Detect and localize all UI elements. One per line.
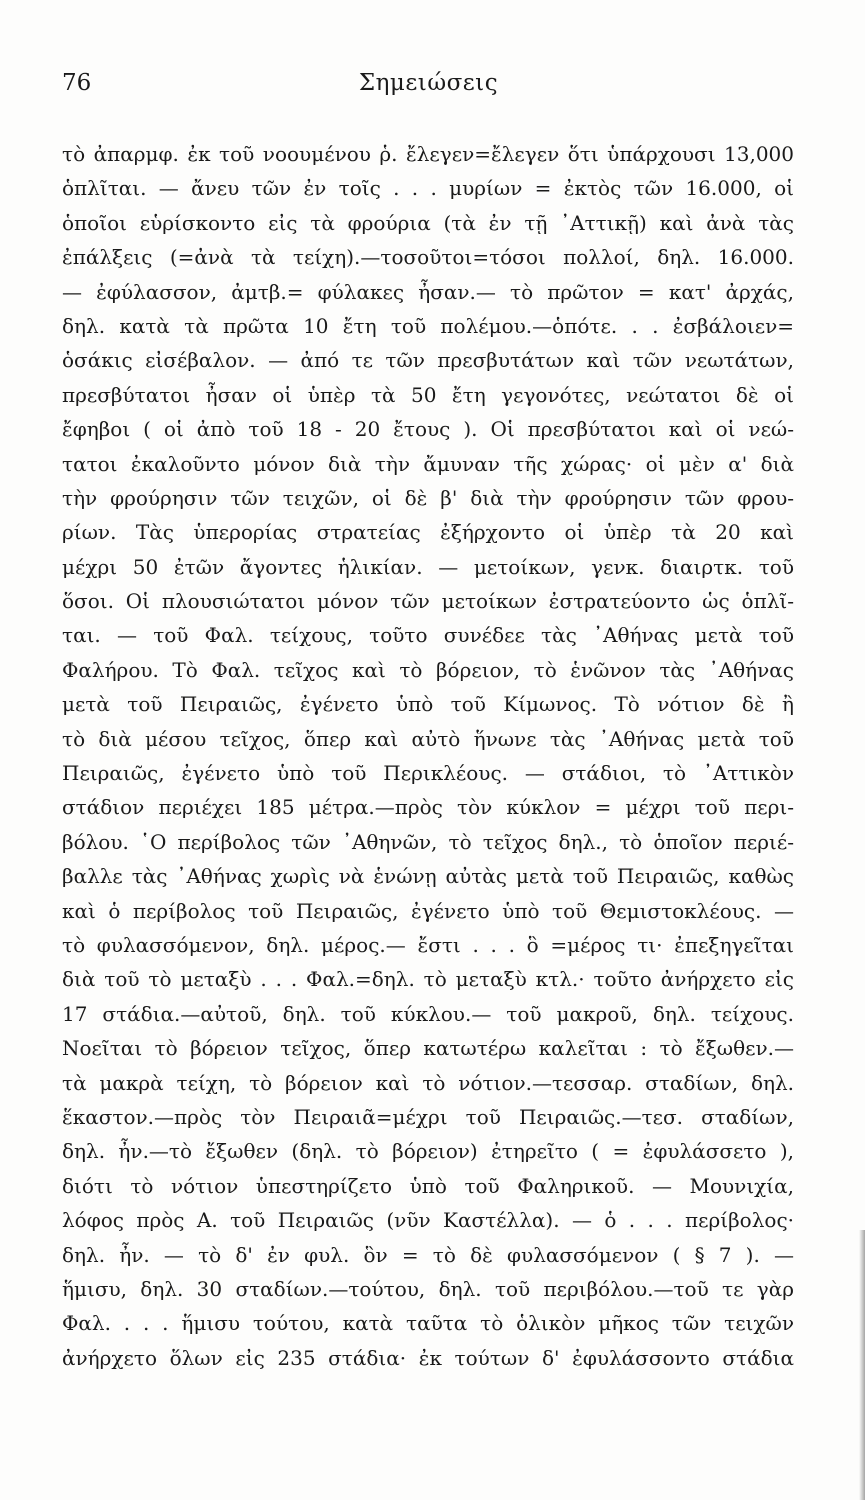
- text-line: ἐπάλξεις (=ἀνὰ τὰ τείχη).—τοσοῦτοι=τόσοι πολλοί, δηλ. 16.000.: [62, 245, 794, 270]
- text-line: διὰ τοῦ τὸ μεταξὺ . . . Φαλ.=δηλ. τὸ μεταξὺ κτλ.· τοῦτο ἀνήρχετο εἰς: [62, 967, 794, 992]
- text-line: μετὰ τοῦ Πειραιῶς, ἐγένετο ὑπὸ τοῦ Κίμωνος. Τὸ νότιον δὲ ἢ: [62, 692, 794, 717]
- text-line: Πειραιῶς, ἐγένετο ὑπὸ τοῦ Περικλέους. — στάδιοι, τὸ ᾿Αττικὸν: [62, 761, 794, 786]
- text-line: τὸ διὰ μέσου τεῖχος, ὅπερ καὶ αὐτὸ ἥνωνε τὰς ᾿Αθήνας μετὰ τοῦ: [62, 726, 794, 751]
- text-line: ται. — τοῦ Φαλ. τείχους, τοῦτο συνέδεε τὰς ᾿Αθήνας μετὰ τοῦ: [62, 623, 794, 648]
- text-line: τὰ μακρὰ τείχη, τὸ βόρειον καὶ τὸ νότιον.—τεσσαρ. σταδίων, δηλ.: [62, 1070, 794, 1095]
- text-line: μέχρι 50 ἐτῶν ἄγοντες ἡλικίαν. — μετοίκων, γενκ. διαιρτκ. τοῦ: [62, 554, 794, 579]
- text-line: ἕκαστον.—πρὸς τὸν Πειραιᾶ=μέχρι τοῦ Πειραιῶς.—τεσ. σταδίων,: [62, 1104, 794, 1129]
- text-line: καὶ ὁ περίβολος τοῦ Πειραιῶς, ἐγένετο ὑπὸ τοῦ Θεμιστοκλέους. —: [62, 898, 794, 923]
- text-line: ὁσάκις εἰσέβαλον. — ἀπό τε τῶν πρεσβυτάτων καὶ τῶν νεωτάτων,: [62, 348, 794, 373]
- text-line: τατοι ἐκαλοῦντο μόνον διὰ τὴν ἄμυναν τῆς χώρας· οἱ μὲν α' διὰ: [62, 451, 794, 476]
- text-line: πρεσβύτατοι ἦσαν οἱ ὑπὲρ τὰ 50 ἔτη γεγονότες, νεώτατοι δὲ οἱ: [62, 382, 794, 407]
- text-line: δηλ. ἦν.—τὸ ἔξωθεν (δηλ. τὸ βόρειον) ἐτηρεῖτο ( = ἐφυλάσσετο ),: [62, 1139, 794, 1164]
- text-line: τὸ φυλασσόμενον, δηλ. μέρος.— ἔστι . . . ὃ =μέρος τι· ἐπεξηγεῖται: [62, 932, 794, 957]
- text-line: στάδιον περιέχει 185 μέτρα.—πρὸς τὸν κύκλον = μέχρι τοῦ περι-: [62, 795, 794, 820]
- text-line: διότι τὸ νότιον ὑπεστηρίζετο ὑπὸ τοῦ Φαληρικοῦ. — Μουνιχία,: [62, 1173, 794, 1198]
- text-line: ἀνήρχετο ὅλων εἰς 235 στάδια· ἐκ τούτων δ' ἐφυλάσσοντο στάδια: [62, 1345, 794, 1370]
- page-number: 76: [62, 70, 92, 96]
- text-line: βαλλε τὰς ᾿Αθήνας χωρὶς νὰ ἑνώνῃ αὐτὰς μετὰ τοῦ Πειραιῶς, καθὼς: [62, 864, 794, 889]
- text-line: δηλ. ἦν. — τὸ δ' ἐν φυλ. ὃν = τὸ δὲ φυλασσόμενον ( § 7 ). —: [62, 1242, 794, 1267]
- text-line: λόφος πρὸς Α. τοῦ Πειραιῶς (νῦν Καστέλλα). — ὁ . . . περίβολος·: [62, 1208, 794, 1233]
- text-line: Φαλ. . . . ἥμισυ τούτου, κατὰ ταῦτα τὸ ὁλικὸν μῆκος τῶν τειχῶν: [62, 1311, 794, 1336]
- text-line: ἔφηβοι ( οἱ ἀπὸ τοῦ 18 - 20 ἔτους ). Οἱ πρεσβύτατοι καὶ οἱ νεώ-: [62, 417, 794, 442]
- text-line: — ἐφύλασσον, ἀμτβ.= φύλακες ἦσαν.— τὸ πρῶτον = κατ' ἀρχάς,: [62, 279, 794, 304]
- page-header: [62, 70, 795, 104]
- text-line: ὁπλῖται. — ἄνευ τῶν ἐν τοῖς . . . μυρίων = ἐκτὸς τῶν 16.000, οἱ: [62, 176, 794, 201]
- text-line: ὁποῖοι εὑρίσκοντο εἰς τὰ φρούρια (τὰ ἐν τῇ ᾿Αττικῇ) καὶ ἀνὰ τὰς: [62, 210, 794, 235]
- text-line: τὴν φρούρησιν τῶν τειχῶν, οἱ δὲ β' διὰ τὴν φρούρησιν τῶν φρου-: [62, 485, 794, 510]
- text-line: Φαλήρου. Τὸ Φαλ. τεῖχος καὶ τὸ βόρειον, τὸ ἑνῶνον τὰς ᾿Αθήνας: [62, 657, 794, 682]
- text-line: Νοεῖται τὸ βόρειον τεῖχος, ὅπερ κατωτέρω καλεῖται : τὸ ἔξωθεν.—: [62, 1036, 794, 1061]
- text-line: βόλου. ῾Ο περίβολος τῶν ᾿Αθηνῶν, τὸ τεῖχος δηλ., τὸ ὁποῖον περιέ-: [62, 829, 794, 854]
- text-line: 17 στάδια.—αὐτοῦ, δηλ. τοῦ κύκλου.— τοῦ μακροῦ, δηλ. τείχους.: [62, 1001, 794, 1026]
- text-line: ἥμισυ, δηλ. 30 σταδίων.—τούτου, δηλ. τοῦ περιβόλου.—τοῦ τε γὰρ: [62, 1276, 794, 1301]
- running-title: Σημειώσεις: [358, 70, 499, 96]
- text-line: ρίων. Τὰς ὑπερορίας στρατείας ἐξήρχοντο οἱ ὑπὲρ τὰ 20 καὶ: [62, 520, 794, 545]
- page-edge-shadow: [859, 1230, 865, 1500]
- text-line: ὅσοι. Οἱ πλουσιώτατοι μόνον τῶν μετοίκων ἐστρατεύοντο ὡς ὁπλῖ-: [62, 589, 794, 614]
- text-line: δηλ. κατὰ τὰ πρῶτα 10 ἔτη τοῦ πολέμου.—ὁπότε. . . ἐσβάλοιεν=: [62, 313, 794, 338]
- text-line: τὸ ἀπαρμφ. ἐκ τοῦ νοουμένου ῥ. ἔλεγεν=ἔλεγεν ὅτι ὑπάρχουσι 13,000: [62, 142, 794, 166]
- notes-text: [62, 137, 794, 1375]
